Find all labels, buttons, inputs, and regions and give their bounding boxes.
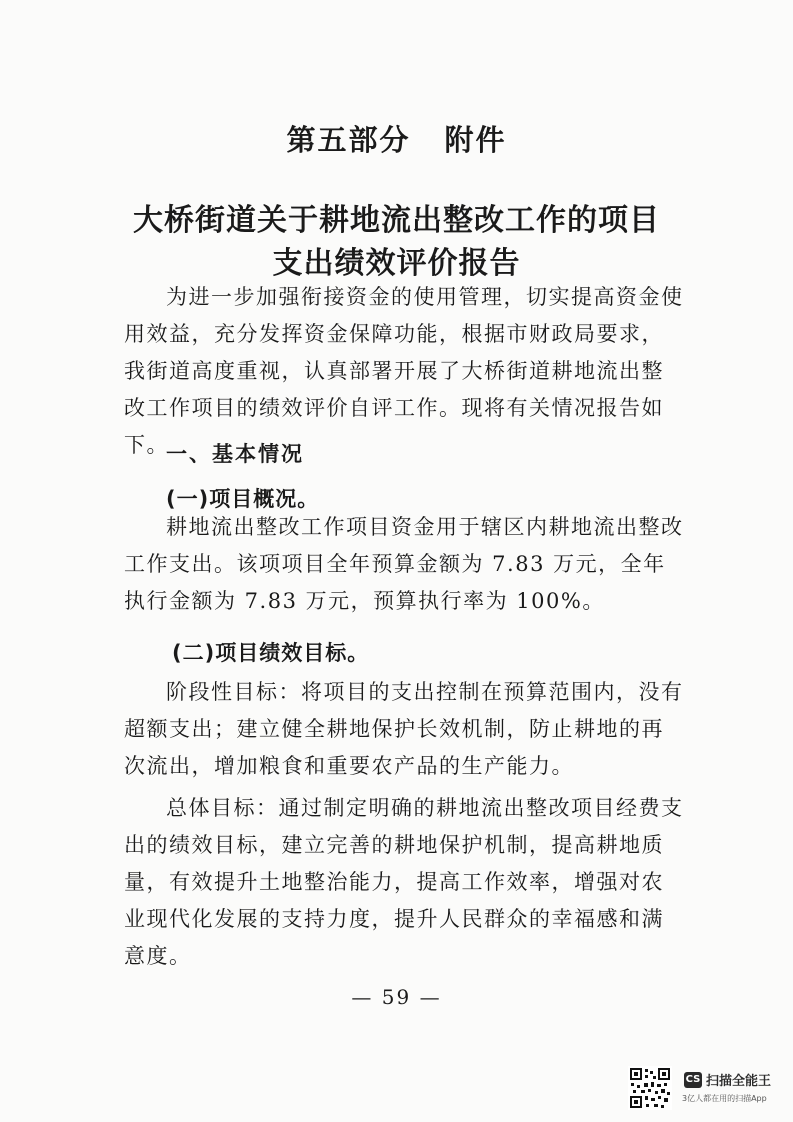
section-title-part: 第五部分 [286,123,411,157]
scanner-app-name: 扫描全能王 [706,1074,772,1089]
overview-paragraph: 耕地流出整改工作项目资金用于辖区内耕地流出整改工作支出。该项项目全年预算金额为 7.83 万元，全年执行金额为 7.83 万元，预算执行率为 100%。 [124,515,684,613]
heading-project-overview: (一)项目概况。 [166,487,320,511]
section-title-attachment: 附件 [444,123,507,157]
report-title-line1: 大桥街道关于耕地流出整改工作的项目 [133,203,660,238]
report-title-line2: 支出绩效评价报告 [272,246,521,281]
page-number: — 59 — [351,985,442,1009]
section-title [0,118,793,159]
intro-paragraph: 为进一步加强衔接资金的使用管理，切实提高资金使用效益，充分发挥资金保障功能，根据市财政局要求，我街道高度重视，认真部署开展了大桥街道耕地流出整改工作项目的绩效评价自评工作。现将有关情况报告如下。 [124,285,684,457]
overall-goal-paragraph: 总体目标：通过制定明确的耕地流出整改项目经费支出的绩效目标，建立完善的耕地保护机制，提高耕地质量，有效提升土地整治能力，提高工作效率，增强对农业现代化发展的支持力度，提升人民群众的幸福感和满意度。 [124,796,684,968]
heading-performance-goals: (二)项目绩效目标。 [172,641,370,665]
stage-goal-paragraph: 阶段性目标：将项目的支出控制在预算范围内，没有超额支出；建立健全耕地保护长效机制，防止耕地的再次流出，增加粮食和重要农产品的生产能力。 [124,680,684,778]
scanner-watermark [628,1066,778,1114]
heading-basic-situation: 一、基本情况 [166,442,304,466]
camscanner-logo-icon: CS [684,1072,702,1088]
qr-code-icon [628,1066,672,1110]
scanner-tagline: 3亿人都在用的扫描App [682,1094,767,1103]
